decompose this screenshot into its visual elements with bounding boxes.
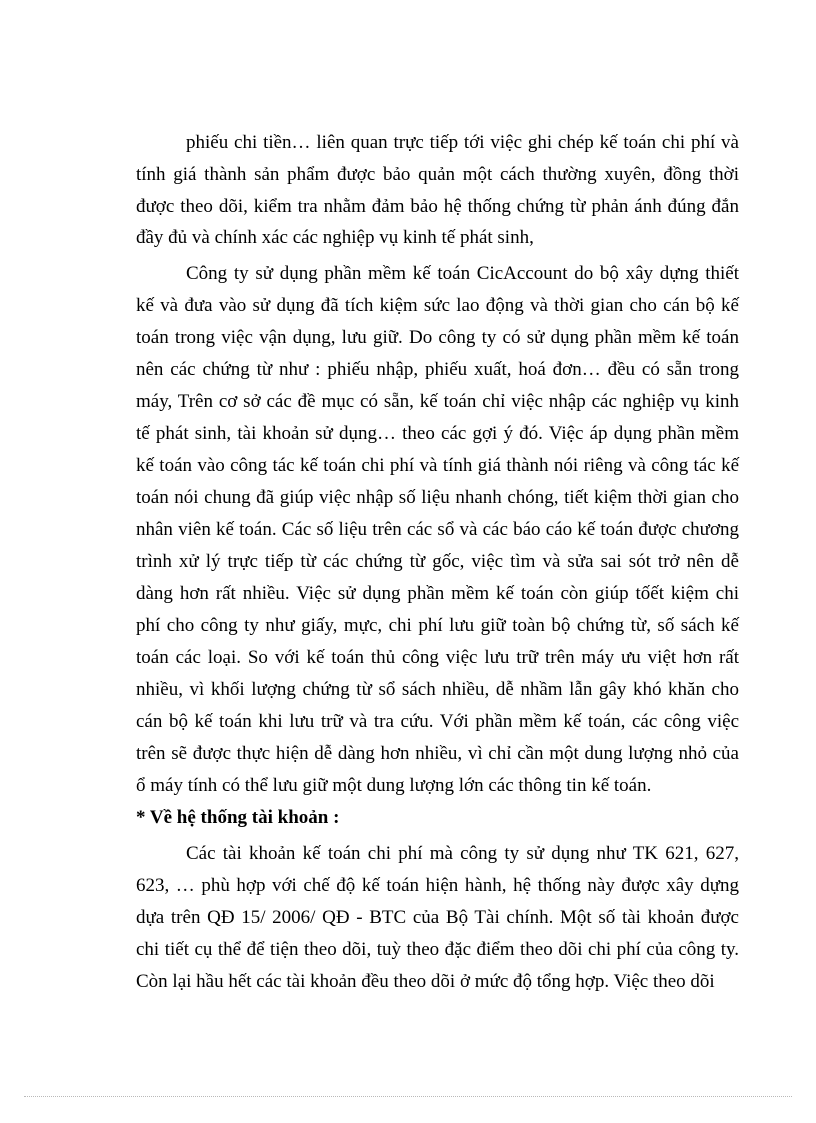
text-line: đầy đủ và chính xác các nghiệp vụ kinh tế phát sinh, <box>136 227 534 248</box>
text-line: ổ máy tính có thể lưu giữ một dung lượng lớn các thông tin kế toán. <box>136 775 652 796</box>
text-line: dựa trên QĐ 15/ 2006/ QĐ - BTC của Bộ Tài chính. Một số tài khoản được <box>136 907 739 928</box>
text-line: Công ty sử dụng phần mềm kế toán CicAccount do bộ xây dựng thiết <box>186 263 739 284</box>
text-line: trình xử lý trực tiếp từ các chứng từ gốc, việc tìm và sửa sai sót trở nên dễ <box>136 551 739 572</box>
text-line: nên các chứng từ như : phiếu nhập, phiếu xuất, hoá đơn… đều có sẵn trong <box>136 359 739 380</box>
text-line: phí cho công ty như giấy, mực, chi phí lưu giữ toàn bộ chứng từ, số sách kế <box>136 615 739 636</box>
text-line: 623, … phù hợp với chế độ kế toán hiện hành, hệ thống này được xây dựng <box>136 875 739 896</box>
text-line: nhân viên kế toán. Các số liệu trên các sổ và các báo cáo kế toán được chương <box>136 519 739 540</box>
text-line: Các tài khoản kế toán chi phí mà công ty sử dụng như TK 621, 627, <box>186 843 739 864</box>
text-line: chi tiết cụ thể để tiện theo dõi, tuỳ theo đặc điểm theo dõi chi phí của công ty. <box>136 939 739 960</box>
text-line: Còn lại hầu hết các tài khoản đều theo dõi ở mức độ tổng hợp. Việc theo dõi <box>136 971 715 992</box>
text-line: cán bộ kế toán khi lưu trữ và tra cứu. Với phần mềm kế toán, các công việc <box>136 711 739 732</box>
text-line: được theo dõi, kiểm tra nhằm đảm bảo hệ thống chứng từ phản ánh đúng đắn <box>136 196 739 217</box>
section-heading: * Về hệ thống tài khoản : <box>136 807 340 828</box>
text-line: nhiều, vì khối lượng chứng từ sổ sách nhiều, dễ nhầm lẫn gây khó khăn cho <box>136 679 739 700</box>
text-line: tính giá thành sản phẩm được bảo quản một cách thường xuyên, đồng thời <box>136 164 739 185</box>
page-bottom-rule <box>24 1096 792 1097</box>
text-line: phiếu chi tiền… liên quan trực tiếp tới việc ghi chép kế toán chi phí và <box>186 132 739 153</box>
text-line: kế và đưa vào sử dụng đã tích kiệm sức lao động và thời gian cho cán bộ kế <box>136 295 739 316</box>
text-line: tế phát sinh, tài khoản sử dụng… theo các gợi ý đó. Việc áp dụng phần mềm <box>136 423 739 444</box>
text-line: toán trong việc vận dụng, lưu giữ. Do công ty có sử dụng phần mềm kế toán <box>136 327 739 348</box>
text-line: máy, Trên cơ sở các đề mục có sẵn, kế toán chỉ việc nhập các nghiệp vụ kinh <box>136 391 739 412</box>
text-line: toán các loại. So với kế toán thủ công việc lưu trữ trên máy ưu việt hơn rất <box>136 647 739 668</box>
text-line: toán nói chung đã giúp việc nhập số liệu nhanh chóng, tiết kiệm thời gian cho <box>136 487 739 508</box>
text-line: kế toán vào công tác kế toán chi phí và tính giá thành nói riêng và công tác kế <box>136 455 739 476</box>
text-line: dàng hơn rất nhiều. Việc sử dụng phần mềm kế toán còn giúp tốết kiệm chi <box>136 583 739 604</box>
text-line: trên sẽ được thực hiện dễ dàng hơn nhiều, vì chỉ cần một dung lượng nhỏ của <box>136 743 739 764</box>
